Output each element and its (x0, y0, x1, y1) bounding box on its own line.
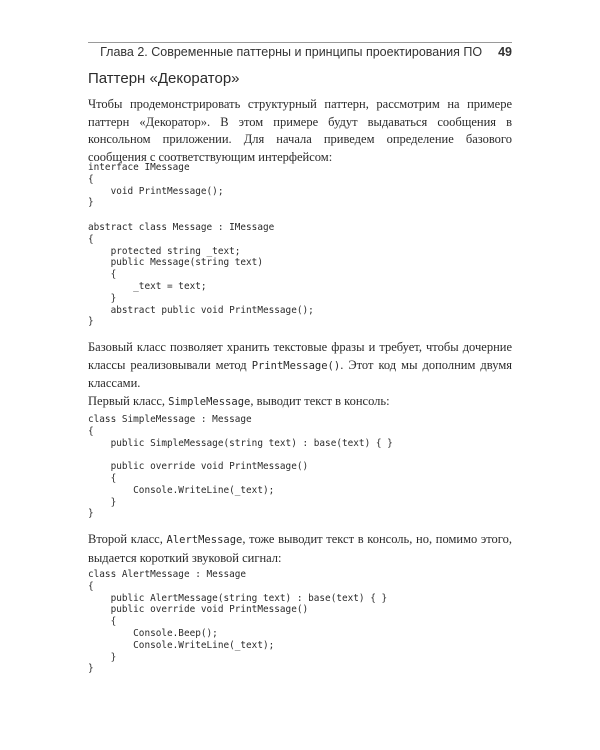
code-line: { (88, 425, 94, 437)
code-line: { (88, 616, 117, 628)
paragraph-text: Базовый класс позволяет хранить текстовые фразы и требует, чтобы дочерние классы реализовывали метод (88, 340, 512, 372)
code-line: public override void PrintMessage() (88, 461, 309, 473)
code-line: } (88, 508, 94, 520)
code-block-abstract-class (88, 222, 512, 328)
code-block-interface (88, 162, 512, 209)
running-title: Глава 2. Современные паттерны и принципы проектирования ПО (100, 45, 483, 59)
code-line: Console.WriteLine(_text); (88, 639, 275, 651)
code-line: abstract public void PrintMessage(); (88, 304, 314, 316)
code-block-simple-message (88, 414, 512, 520)
page-number: 49 (498, 45, 512, 59)
base-class-paragraph (88, 339, 512, 393)
code-line: { (88, 580, 94, 592)
code-line: _text = text; (88, 280, 207, 292)
code-block-alert-message (88, 569, 512, 675)
code-line: } (88, 496, 117, 508)
paragraph-text: Второй класс, (88, 532, 167, 546)
inline-code: AlertMessage (166, 534, 243, 546)
paragraph-text: , выводит текст в консоль: (250, 394, 390, 408)
code-line: public Message(string text) (88, 257, 263, 269)
code-line: public override void PrintMessage() (88, 604, 309, 616)
code-line: } (88, 663, 94, 675)
second-class-paragraph (88, 531, 512, 567)
intro-paragraph: Чтобы продемонстрировать структурный паттерн, рассмотрим на примере паттерн «Декоратор». В этом примере будут выдаваться сообщения в консольном приложении. Для начала приведем определение базового сообщения с соответствующим интерфейсом: (88, 97, 512, 164)
section-title: Паттерн «Декоратор» (88, 70, 240, 87)
code-line: } (88, 651, 117, 663)
running-head (88, 43, 512, 61)
paragraph-text: , тоже выводит текст в консоль, но, помимо этого, выдается короткий звуковой сигнал: (88, 532, 512, 565)
code-line: { (88, 173, 94, 185)
code-line: { (88, 233, 94, 245)
code-line: abstract class Message : IMessage (88, 222, 275, 233)
code-line: { (88, 269, 117, 281)
code-line: class AlertMessage : Message (88, 569, 247, 580)
paragraph-text: . Этот код мы дополним двумя классами. (88, 357, 512, 390)
code-line: void PrintMessage(); (88, 185, 224, 197)
code-line: class SimpleMessage : Message (88, 414, 252, 425)
code-line: Console.Beep(); (88, 627, 218, 639)
paragraph-text: Первый класс, (88, 394, 169, 408)
code-line: } (88, 316, 94, 328)
first-class-paragraph (88, 393, 512, 412)
code-line: interface IMessage (88, 162, 190, 173)
code-line: } (88, 292, 117, 304)
code-line: protected string _text; (88, 245, 241, 257)
code-line: public SimpleMessage(string text) : base(text) { } (88, 437, 393, 449)
code-line: Console.WriteLine(_text); (88, 484, 275, 496)
code-line: { (88, 472, 117, 484)
inline-code: PrintMessage() (251, 359, 341, 372)
code-line: public AlertMessage(string text) : base(text) { } (88, 592, 388, 604)
inline-code: SimpleMessage (168, 396, 251, 408)
code-line (88, 449, 512, 461)
code-line: } (88, 197, 94, 209)
